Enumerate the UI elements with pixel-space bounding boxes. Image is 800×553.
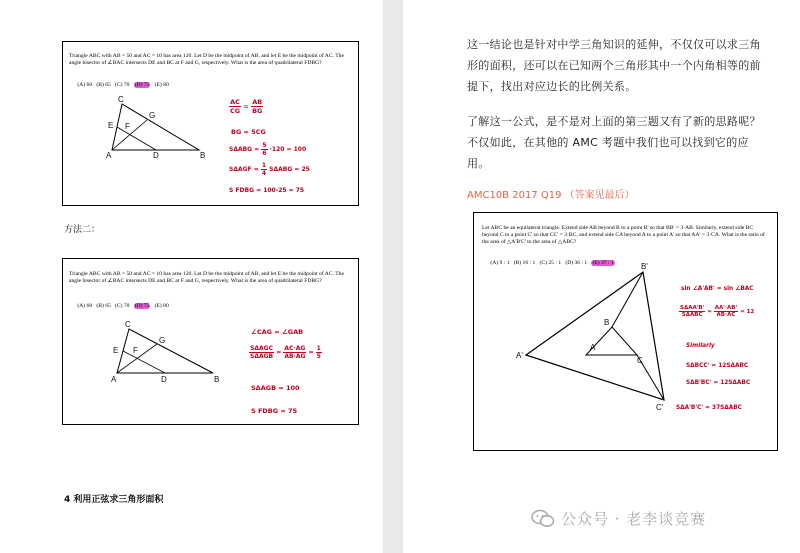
vertex-label-c: C <box>637 356 643 365</box>
figure-solution-1 <box>62 41 359 206</box>
vertex-label-e: E <box>113 346 119 355</box>
note-area-bbc: SΔB'BC' = 12SΔABC <box>686 380 751 386</box>
wechat-icon <box>531 509 555 529</box>
choice-b: (B) 65 <box>96 303 111 309</box>
figure-solution-2 <box>62 258 359 425</box>
paragraph-1: 这一结论也是针对中学三角知识的延伸，不仅仅可以求三角形的面积，还可以在已知两个三角形其中一个内角相等的前提下，找出对应边长的比例关系。 <box>467 38 761 93</box>
note-area-bcc: SΔBCC' = 12SΔABC <box>686 363 749 369</box>
paragraph-2: 了解这一公式，是不是对上面的第三题又有了新的思路呢？不仅如此，在其他的 AMC 考题中我们也可以找到它的应用。 <box>467 115 761 170</box>
note-similarly: Similarly <box>686 343 715 349</box>
vertex-label-c: C <box>125 320 131 329</box>
vertex-label-c-prime: C' <box>656 403 664 412</box>
choice-c: (C) 70 <box>115 303 130 309</box>
vertex-label-e: E <box>108 121 114 130</box>
note-area-ratio: $\frac{\text{SΔAGC}}{\text{SΔAGB}}$ = $\frac{AC\cdot AG}{AB\cdot AG}$ = $\frac{1}{5}$ <box>250 345 321 360</box>
figure-amc-problem <box>473 212 778 451</box>
vertex-label-a-prime: A' <box>516 351 523 360</box>
vertex-label-d: D <box>161 375 167 384</box>
choice-c: (C) 70 <box>115 82 130 88</box>
vertex-label-g: G <box>159 336 166 345</box>
left-page <box>0 0 383 553</box>
vertex-label-f: F <box>133 346 138 355</box>
choice-d: (D) 36 : 1 <box>565 260 588 266</box>
note-area-agb: SΔAGB = 100 <box>251 384 300 392</box>
note-area-abg: SΔABG = $\frac{5}{6}$ ·120 = 100 <box>229 142 307 157</box>
vertex-label-a: A <box>590 343 596 352</box>
section-heading: 4 利用正弦求三角形面积 <box>64 495 164 505</box>
note-area-fdbg: S FDBG = 100-25 = 75 <box>229 187 305 194</box>
choice-d: (D) 75 <box>134 303 150 309</box>
choice-e: (E) 37 : 1 <box>592 260 614 266</box>
vertex-label-b: B <box>200 151 206 160</box>
choice-a: (A) 9 : 1 <box>490 260 510 266</box>
choice-c: (C) 25 : 1 <box>539 260 562 266</box>
method-2-heading: 方法二： <box>64 225 101 235</box>
note-area-abc-prime: SΔA'B'C' = 37SΔABC <box>676 405 742 411</box>
vertex-label-a: A <box>111 375 117 384</box>
vertex-label-c: C <box>118 95 124 104</box>
note-sin: sin ∠A'AB' = sin ∠BAC <box>681 286 754 292</box>
note-area-ratio: $\frac{\text{SΔAA'B'}}{\text{SΔABC}}$ = $\frac{AA'\cdot AB'}{AB\cdot AC}$ = 12 <box>680 305 755 318</box>
vertex-label-b-prime: B' <box>641 262 648 271</box>
triangle-diagram <box>63 42 358 205</box>
triangle-diagram <box>63 259 358 424</box>
choice-a: (A) 60 <box>77 303 93 309</box>
choice-b: (B) 65 <box>96 82 111 88</box>
watermark-text: 公众号 · 老李谈竞赛 <box>561 510 707 528</box>
problem-text: Let ABC be an equilateral triangle. Extend side AB beyond B to a point B' so that BB' = 3·AB. Similarly, extend side BC beyond C to a point C' so that CC' = 3·BC, and extend side CA beyond A to a point A' so that AA' = 3·CA. What is the ratio of the area of △A'B'C' to the area of △ABC? <box>482 225 765 245</box>
vertex-label-b: B <box>214 375 220 384</box>
problem-title: AMC10B 2017 Q19 （答案见最后） <box>467 190 635 201</box>
note-angle: ∠CAG = ∠GAB <box>251 328 304 336</box>
problem-text: Triangle ABC with AB = 50 and AC = 10 has area 120. Let D be the midpoint of AB, and let E be the midpoint of AC. The angle bisector of ∠BAC intersects DE and BC at F and G, respectively. What is the area of quadrilateral FDBG? <box>69 271 344 284</box>
triangle-diagram <box>474 213 777 450</box>
choice-e: (E) 80 <box>154 82 169 88</box>
choice-b: (B) 16 : 1 <box>513 260 536 266</box>
note-ratio: $\frac{AC}{CG}$ = $\frac{AB}{BG}$ <box>230 98 263 115</box>
choice-d: (D) 75 <box>134 82 150 88</box>
note-area-agf: SΔAGF = $\frac{1}{4}$ SΔABG = 25 <box>229 162 310 177</box>
vertex-label-a: A <box>106 151 112 160</box>
vertex-label-g: G <box>149 111 156 120</box>
problem-text: Triangle ABC with AB = 50 and AC = 10 has area 120. Let D be the midpoint of AB, and let E be the midpoint of AC. The angle bisector of ∠BAC intersects DE and BC at F and G, respectively. What is the area of quadrilateral FDBG? <box>69 53 344 66</box>
vertex-label-f: F <box>125 122 130 131</box>
vertex-label-d: D <box>153 151 159 160</box>
note-area-fdbg: S FDBG = 75 <box>251 407 298 415</box>
choice-e: (E) 80 <box>154 303 169 309</box>
choice-a: (A) 60 <box>77 82 93 88</box>
vertex-label-b: B <box>604 318 610 327</box>
right-page <box>403 0 800 553</box>
note-bg: BG = 5CG <box>231 128 266 136</box>
